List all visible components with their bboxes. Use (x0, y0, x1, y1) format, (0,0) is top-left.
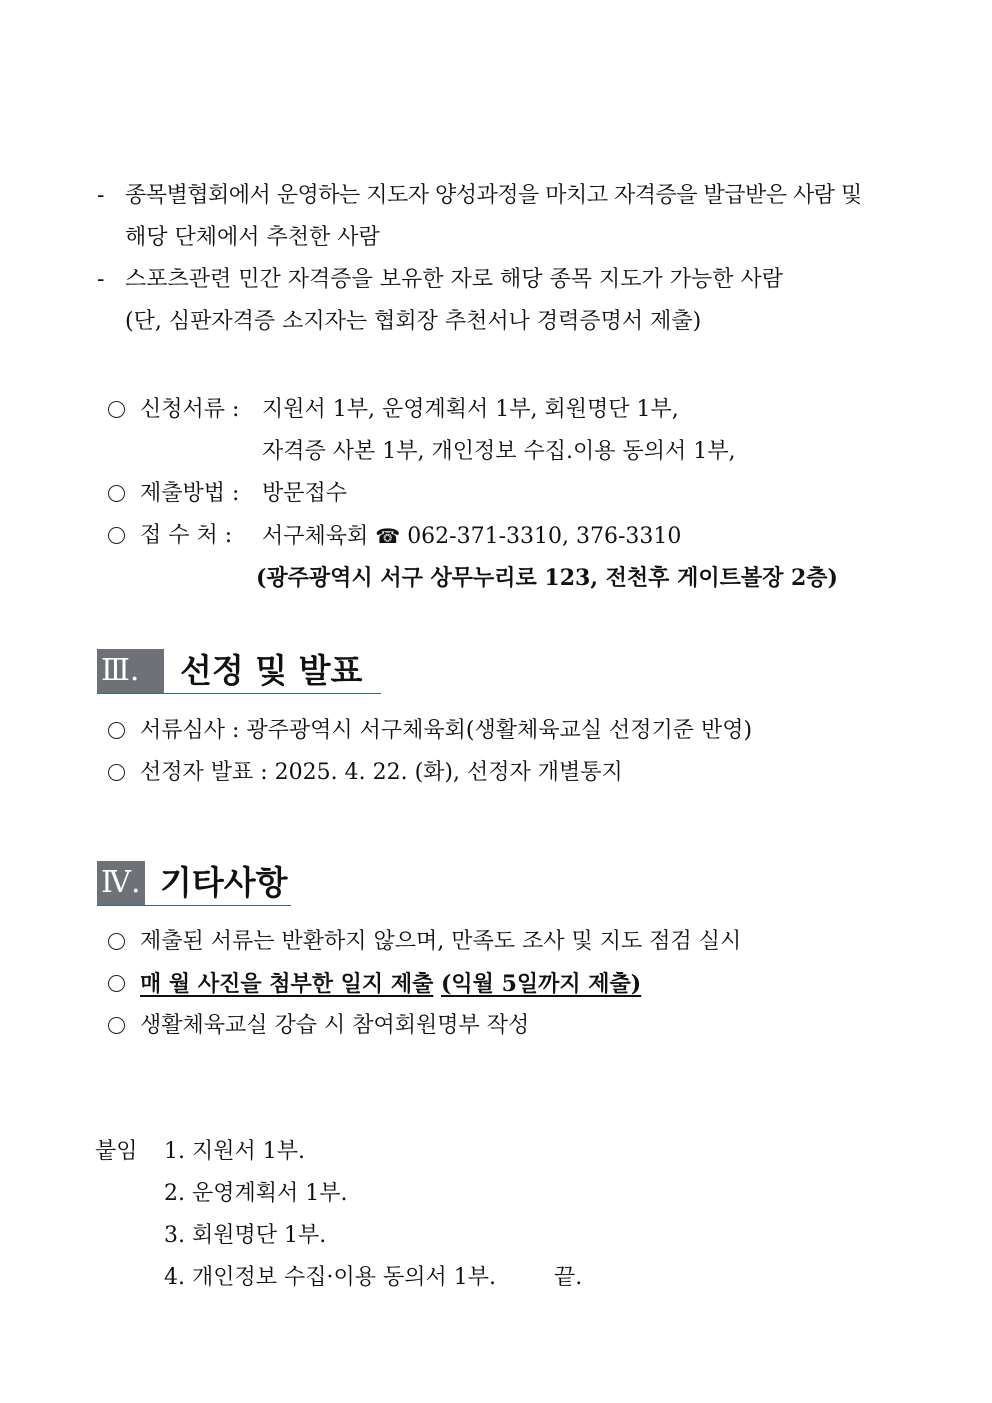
docs-line2: 자격증 사본 1부, 개인정보 수집.이용 동의서 1부, (262, 439, 736, 464)
bullet-circle (108, 395, 125, 425)
section-4-item-2-rest: (익월 5일까지 제출) (441, 971, 642, 997)
section-3-title: 선정 및 발표 (180, 651, 363, 690)
qualification-1-dash: - (97, 183, 105, 208)
attachment-item-1: 1. 지원서 1부. (164, 1139, 305, 1164)
bullet-circle (108, 969, 125, 999)
section-3-item-1: 서류심사 : 광주광역시 서구체육회(생활체육교실 선정기준 반영) (140, 718, 753, 743)
docs-label: 신청서류 : (140, 397, 240, 422)
qualification-2-text: 스포츠관련 민간 자격증을 보유한 자로 해당 종목 지도가 가능한 사람 (125, 267, 783, 292)
section-4-item-1: 제출된 서류는 반환하지 않으며, 만족도 조사 및 지도 점검 실시 (140, 929, 742, 954)
section-4-item-3: 생활체육교실 강습 시 참여회원명부 작성 (140, 1013, 530, 1038)
bullet-circle (108, 927, 125, 957)
method-value: 방문접수 (262, 481, 348, 506)
place-label: 접 수 처 : (140, 523, 233, 548)
section-3-item-2: 선정자 발표 : 2025. 4. 22. (화), 선정자 개별통지 (140, 760, 623, 785)
bullet-circle (108, 521, 125, 551)
end-mark: 끝. (554, 1265, 583, 1290)
attachment-item-4: 4. 개인정보 수집·이용 동의서 1부. (164, 1265, 496, 1290)
section-4-number: Ⅳ. (97, 861, 145, 905)
place-name: 서구체육회 (262, 524, 369, 549)
attachment-item-3: 3. 회원명단 1부. (164, 1223, 327, 1248)
place-value (262, 521, 681, 552)
bullet-circle (108, 1011, 125, 1041)
attachment-item-2: 2. 운영계획서 1부. (164, 1181, 348, 1206)
qualification-2-continuation: (단, 심판자격증 소지자는 협회장 추천서나 경력증명서 제출) (125, 309, 702, 334)
qualification-2-dash: - (97, 267, 105, 292)
bullet-circle (108, 758, 125, 788)
qualification-1-continuation: 해당 단체에서 추천한 사람 (125, 225, 380, 250)
section-4-item-2 (140, 969, 641, 999)
place-phone: 062-371-3310, 376-3310 (407, 524, 682, 549)
bullet-circle (108, 479, 125, 509)
section-3-heading (97, 649, 381, 694)
section-4-title: 기타사항 (160, 863, 288, 902)
bullet-circle (108, 716, 125, 746)
section-4-item-2-underlined: 매 월 사진을 첨부한 일지 제출 (140, 971, 434, 997)
phone-icon: ☎ (375, 524, 401, 548)
docs-line1: 지원서 1부, 운영계획서 1부, 회원명단 1부, (262, 397, 679, 422)
attachments-label: 붙임 (95, 1139, 138, 1164)
section-3-number: Ⅲ. (97, 649, 164, 693)
method-label: 제출방법 : (140, 481, 240, 506)
qualification-1-text: 종목별협회에서 운영하는 지도자 양성과정을 마치고 자격증을 발급받은 사람 및 (125, 183, 862, 208)
place-address: (광주광역시 서구 상무누리로 123, 전천후 게이트볼장 2층) (256, 565, 838, 591)
section-4-heading (97, 861, 291, 906)
